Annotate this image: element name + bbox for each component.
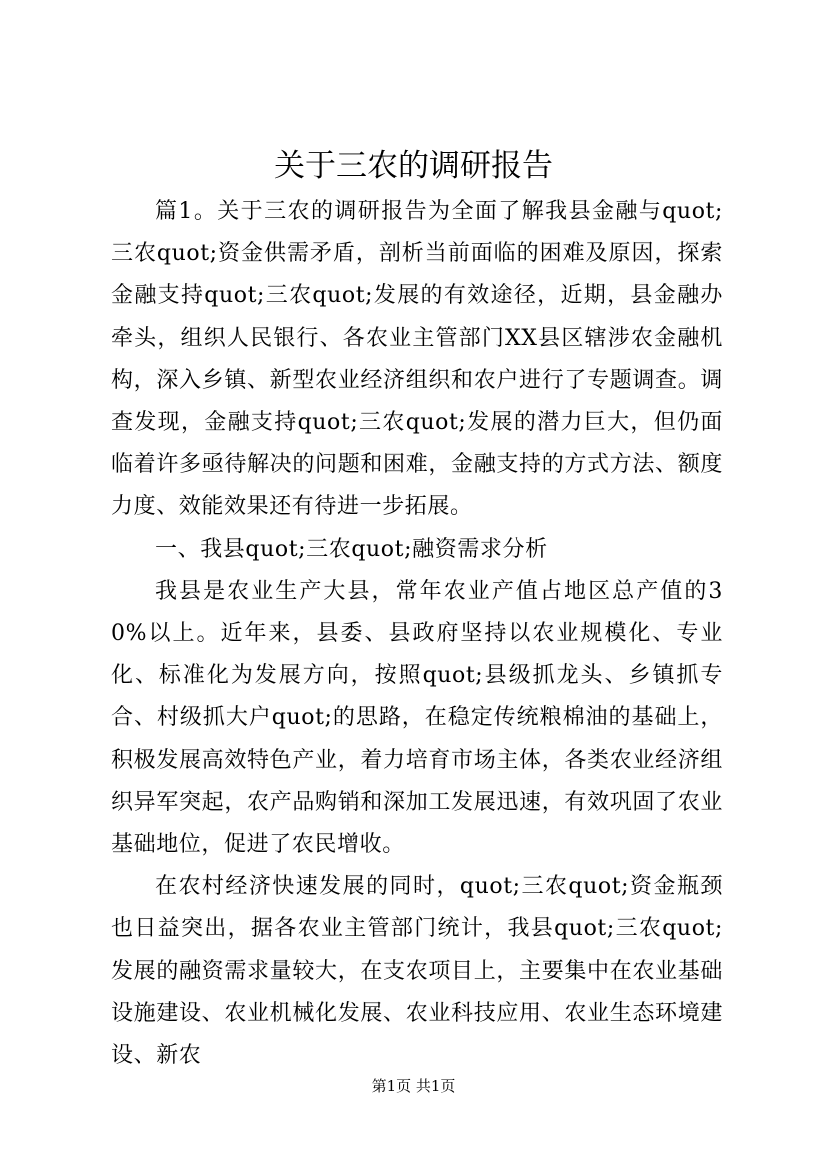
page-footer: 第1页 共1页 [371, 1077, 456, 1095]
section-heading: 一、我县quot;三农quot;融资需求分析 [155, 536, 548, 562]
paragraph-intro: 篇1。关于三农的调研报告为全面了解我县金融与quot;三农quot;资金供需矛盾，剖析当前面临的困难及原因，探索金融支持quot;三农quot;发展的有效途径，近期，县金融办牵头，组织人民银行、各农业主管部门XX县区辖涉农金融机构，深入乡镇、新型农业经济组织和农户进行了专题调查。调查发现，金融支持quot;三农quot;发展的潜力巨大，但仍面临着许多亟待解决的问题和困难，金融支持的方式方法、额度力度、效能效果还有待进一步拓展。 [111, 199, 723, 520]
paragraph-county-overview: 我县是农业生产大县，常年农业产值占地区总产值的30%以上。近年来，县委、县政府坚持以农业规模化、专业化、标准化为发展方向，按照quot;县级抓龙头、乡镇抓专合、村级抓大户quot;的思路，在稳定传统粮棉油的基础上，积极发展高效特色产业，着力培育市场主体，各类农业经济组织异军突起，农产品购销和深加工发展迅速，有效巩固了农业基础地位，促进了农民增收。 [111, 578, 723, 858]
paragraph-funding-demand: 在农村经济快速发展的同时，quot;三农quot;资金瓶颈也日益突出，据各农业主管部门统计，我县quot;三农quot;发展的融资需求量较大，在支农项目上，主要集中在农业基础设施建设、农业机械化发展、农业科技应用、农业生态环境建设、新农 [111, 874, 723, 1069]
document-body [111, 191, 723, 1077]
document-title: 关于三农的调研报告 [274, 148, 553, 184]
